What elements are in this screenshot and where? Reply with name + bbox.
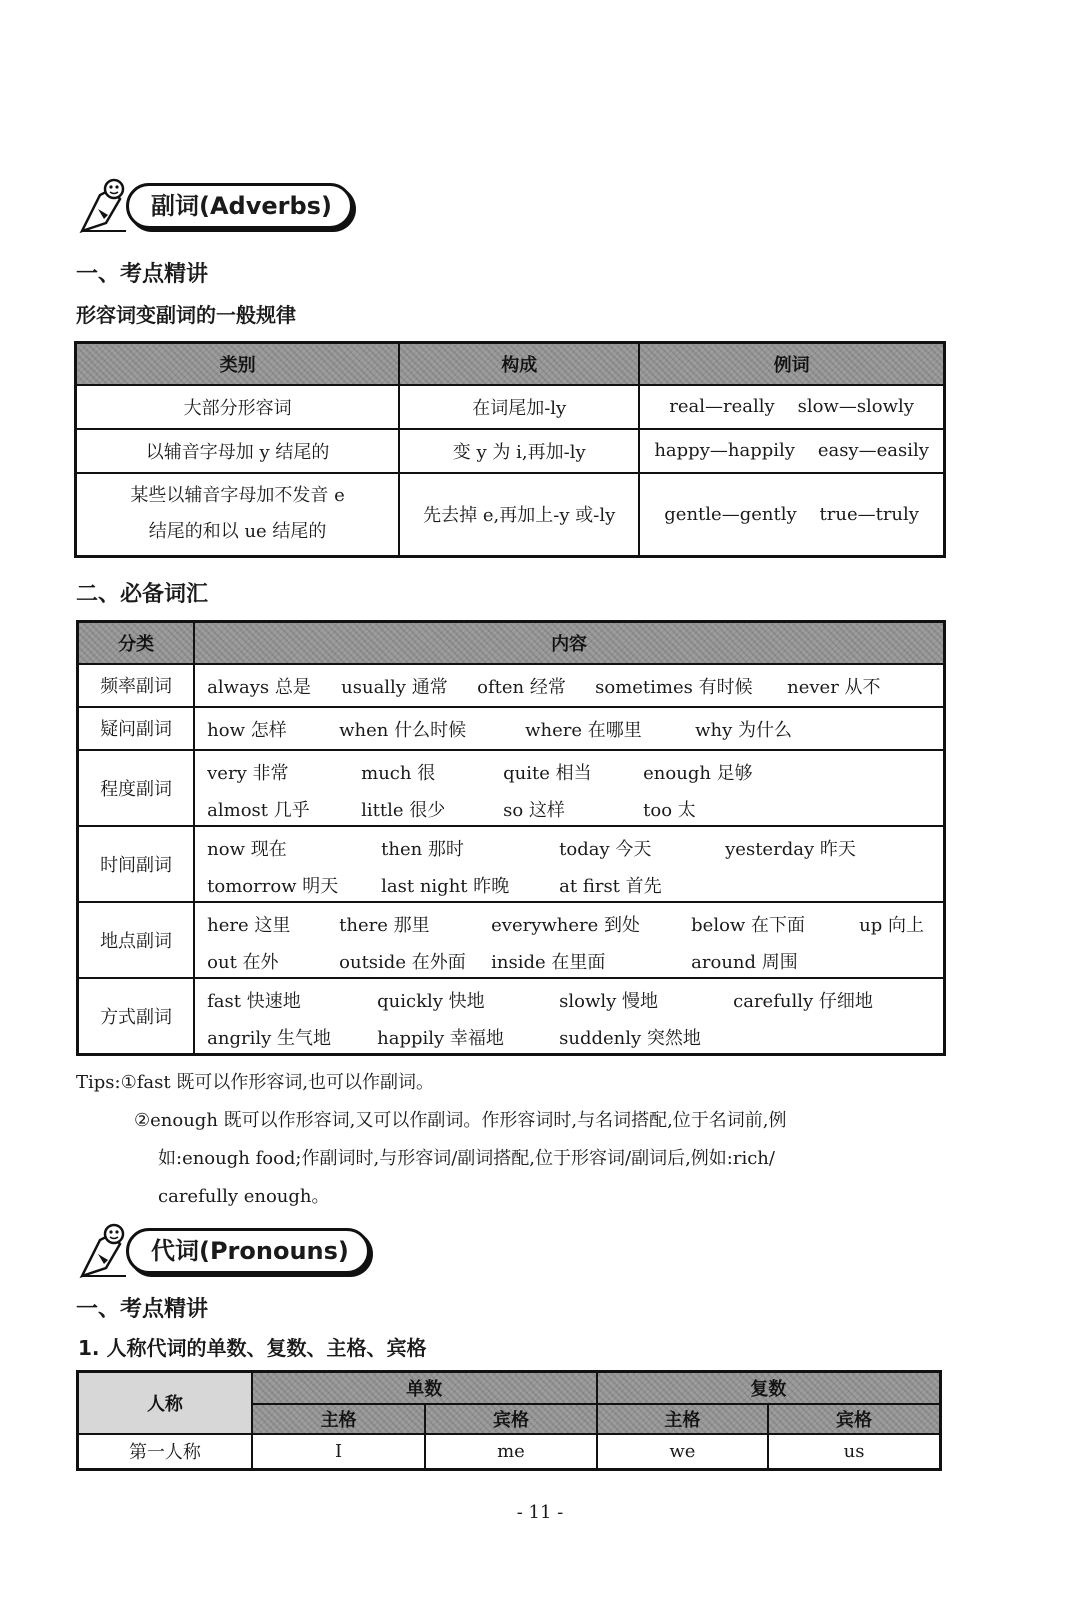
adjective-to-adverb-table: [74, 341, 946, 558]
vocab-content: [194, 664, 944, 707]
vocab-word: usually 通常: [341, 677, 448, 698]
header-examples: 例词: [639, 343, 944, 385]
tip-2-line-1: ②enough 既可以作形容词,又可以作副词。作形容词时,与名词搭配,位于名词前,例: [134, 1110, 787, 1131]
pronoun-cell: us: [768, 1434, 940, 1470]
vocab-word: carefully 仔细地: [733, 990, 873, 1012]
example-word: happy—happily: [654, 440, 795, 461]
vocab-word: why 为什么: [695, 720, 793, 741]
pronoun-cell: me: [425, 1434, 596, 1470]
vocab-word: below 在下面: [691, 914, 806, 936]
rule-category: [76, 473, 400, 557]
header-plural: 复数: [597, 1372, 941, 1404]
vocab-word: around 周围: [691, 951, 798, 973]
vocab-word: quickly 快地: [377, 990, 485, 1012]
table-row: [78, 902, 945, 978]
vocab-word: suddenly 突然地: [559, 1027, 701, 1049]
vocab-word: when 什么时候: [339, 720, 467, 741]
tips-block: [76, 1064, 956, 1216]
vocab-word: never 从不: [787, 677, 881, 698]
vocab-word: always 总是: [207, 677, 311, 698]
pronoun-cell: I: [252, 1434, 425, 1470]
vocab-word: very 非常: [207, 762, 289, 784]
vocab-word: outside 在外面: [339, 951, 466, 973]
rule-examples: [639, 429, 944, 473]
pronouns-section1-heading: 一、考点精讲: [76, 1297, 209, 1322]
vocab-category: 疑问副词: [78, 707, 195, 750]
vocab-word: much 很: [361, 762, 436, 784]
adverbs-rule-title: 形容词变副词的一般规律: [76, 303, 296, 327]
header-type: 分类: [78, 622, 195, 664]
header-person: 人称: [78, 1372, 252, 1434]
rule-category: 大部分形容词: [76, 385, 400, 429]
vocab-word: almost 几乎: [207, 799, 310, 821]
tip-2-line-2: 如:enough food;作副词时,与形容词/副词搭配,位于形容词/副词后,例如:rich/: [158, 1148, 775, 1169]
table-row: [78, 664, 945, 707]
vocab-word: then 那时: [381, 838, 464, 860]
table-row: [78, 1434, 941, 1470]
header-category: 类别: [76, 343, 400, 385]
vocab-content: [194, 826, 944, 902]
header-singular-subject: 主格: [252, 1404, 425, 1434]
vocab-word: where 在哪里: [525, 720, 642, 741]
pronouns-banner: [76, 1220, 349, 1280]
header-content: 内容: [194, 622, 944, 664]
pronouns-title: 代词(Pronouns): [126, 1228, 370, 1274]
vocab-word: happily 幸福地: [377, 1027, 504, 1049]
vocab-category: 方式副词: [78, 978, 195, 1055]
vocab-content: [194, 902, 944, 978]
adverbs-section1-heading: 一、考点精讲: [76, 262, 209, 287]
header-formation: 构成: [399, 343, 639, 385]
header-singular-object: 宾格: [425, 1404, 596, 1434]
rule-examples: [639, 385, 944, 429]
page-number: - 11 -: [516, 1502, 564, 1523]
vocab-word: inside 在里面: [491, 951, 606, 973]
table-row: [78, 978, 945, 1055]
table-row: [76, 429, 945, 473]
vocab-word: up 向上: [859, 914, 924, 936]
vocab-category: 时间副词: [78, 826, 195, 902]
table-row: [78, 707, 945, 750]
vocab-word: fast 快速地: [207, 990, 301, 1012]
vocab-category: 程度副词: [78, 750, 195, 826]
rule-formation: 变 y 为 i,再加-ly: [399, 429, 639, 473]
example-word: true—truly: [819, 503, 919, 525]
tip-line-1: [76, 1064, 956, 1102]
adverb-vocabulary-table: [76, 620, 946, 1056]
vocab-word: quite 相当: [503, 762, 592, 784]
vocab-word: at first 首先: [559, 875, 662, 897]
tip-1: ①fast 既可以作形容词,也可以作副词。: [120, 1072, 435, 1093]
vocab-word: today 今天: [559, 838, 652, 860]
example-word: easy—easily: [817, 440, 929, 461]
pronouns-sub1-heading: 1. 人称代词的单数、复数、主格、宾格: [78, 1336, 427, 1360]
vocab-word: how 怎样: [207, 720, 287, 741]
vocab-word: often 经常: [477, 677, 566, 698]
vocab-word: last night 昨晚: [381, 875, 510, 897]
rule-category-line: 某些以辅音字母加不发音 e: [130, 485, 345, 507]
tips-label: Tips:: [76, 1072, 121, 1093]
vocab-word: sometimes 有时候: [595, 677, 753, 698]
rule-examples: [639, 473, 944, 557]
vocab-content: [194, 978, 944, 1055]
vocab-word: out 在外: [207, 951, 279, 973]
table-row: [76, 473, 945, 557]
adverbs-banner: [76, 175, 332, 235]
example-word: real—really: [669, 396, 775, 417]
vocab-word: so 这样: [503, 799, 565, 821]
vocab-word: little 很少: [361, 799, 446, 821]
vocab-word: everywhere 到处: [491, 914, 641, 936]
vocab-word: there 那里: [339, 914, 430, 936]
rule-category-line: 结尾的和以 ue 结尾的: [148, 521, 327, 543]
adverbs-section2-heading: 二、必备词汇: [76, 582, 209, 607]
vocab-content: [194, 750, 944, 826]
vocab-word: slowly 慢地: [559, 990, 659, 1012]
pronoun-person: 第一人称: [78, 1434, 252, 1470]
pronoun-cell: we: [597, 1434, 768, 1470]
adverbs-title: 副词(Adverbs): [126, 183, 353, 229]
vocab-word: too 太: [643, 799, 696, 821]
header-plural-subject: 主格: [597, 1404, 768, 1434]
vocab-word: yesterday 昨天: [725, 838, 856, 860]
rule-category: 以辅音字母加 y 结尾的: [76, 429, 400, 473]
table-row: [76, 385, 945, 429]
rule-formation: 先去掉 e,再加上-y 或-ly: [399, 473, 639, 557]
vocab-word: enough 足够: [643, 762, 753, 784]
vocab-word: here 这里: [207, 914, 291, 936]
vocab-word: angrily 生气地: [207, 1027, 331, 1049]
vocab-word: tomorrow 明天: [207, 875, 339, 897]
header-singular: 单数: [252, 1372, 597, 1404]
tip-2-line-3: carefully enough。: [158, 1186, 330, 1207]
table-row: [78, 750, 945, 826]
vocab-content: [194, 707, 944, 750]
vocab-category: 频率副词: [78, 664, 195, 707]
vocab-category: 地点副词: [78, 902, 195, 978]
personal-pronouns-table: [76, 1370, 942, 1471]
table-row: [78, 826, 945, 902]
example-word: slow—slowly: [797, 396, 914, 417]
rule-formation: 在词尾加-ly: [399, 385, 639, 429]
example-word: gentle—gently: [664, 503, 797, 525]
vocab-word: now 现在: [207, 838, 287, 860]
header-plural-object: 宾格: [768, 1404, 940, 1434]
